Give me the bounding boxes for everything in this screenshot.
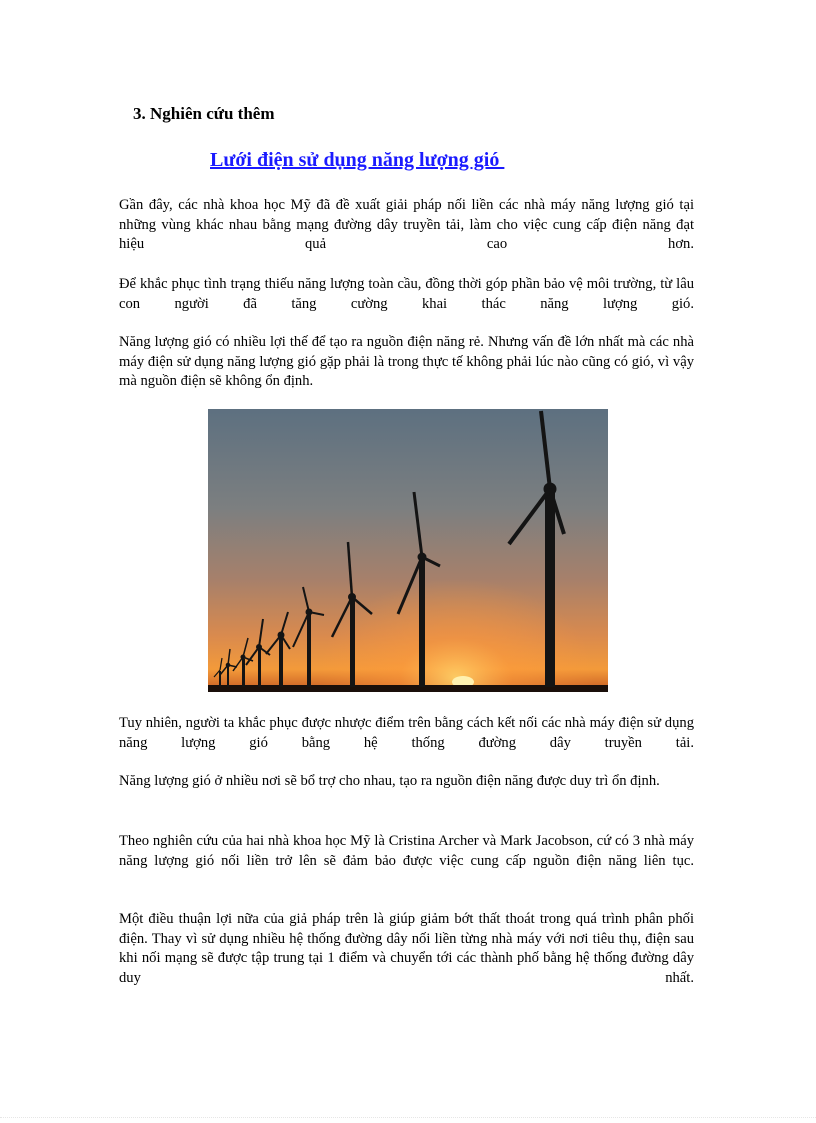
paragraph-research: Theo nghiên cứu của hai nhà khoa học Mỹ là Cristina Archer và Mark Jacobson, cứ có 3 nhà máy năng lượng gió nối liền trở lên sẽ đảm bảo được việc cung cấp nguồn điện năng liên tục.	[119, 833, 694, 869]
paragraph-intro: Gần đây, các nhà khoa học Mỹ đã đề xuất giải pháp nối liền các nhà máy năng lượng gió tại những vùng khác nhau bằng mạng đường dây truyền tải, làm cho việc cung cấp điện năng đạt hiệu quả cao hơn.	[119, 197, 694, 253]
paragraph-solution: Tuy nhiên, người ta khắc phục được nhược điểm trên bằng cách kết nối các nhà máy điện sử dụng năng lượng gió bằng hệ thống đường dây truyền tải.	[119, 715, 694, 751]
page-bottom-divider	[0, 1117, 816, 1118]
paragraph-advantages: Năng lượng gió có nhiều lợi thế để tạo ra nguồn điện năng rẻ. Nhưng vấn đề lớn nhất mà các nhà máy điện sử dụng năng lượng gió gặp phải là trong thực tế không phải lúc nào cũng có gió, vì vậy mà nguồn điện sẽ không ổn định.	[119, 334, 694, 390]
wind-turbines-sunset-photo	[208, 409, 608, 692]
paragraph-energy-shortage: Để khắc phục tình trạng thiếu năng lượng toàn cầu, đồng thời góp phần bảo vệ môi trường, từ lâu con người đã tăng cường khai thác năng lượng gió.	[119, 276, 694, 312]
paragraph-distribution: Một điều thuận lợi nữa của giả pháp trên là giúp giảm bớt thất thoát trong quá trình phân phối điện. Thay vì sử dụng nhiều hệ thống đường dây nối liền từng nhà máy với nơi tiêu thụ, điện sau khi nối mạng sẽ được tập trung tại 1 điểm và chuyển tới các thành phố bằng hệ thống đường dây duy nhất.	[119, 911, 694, 986]
article-title-link[interactable]: Lưới điện sử dụng năng lượng gió	[210, 149, 505, 171]
section-heading: 3. Nghiên cứu thêm	[133, 104, 275, 123]
paragraph-complement: Năng lượng gió ở nhiều nơi sẽ bổ trợ cho nhau, tạo ra nguồn điện năng được duy trì ổn định.	[119, 773, 660, 789]
